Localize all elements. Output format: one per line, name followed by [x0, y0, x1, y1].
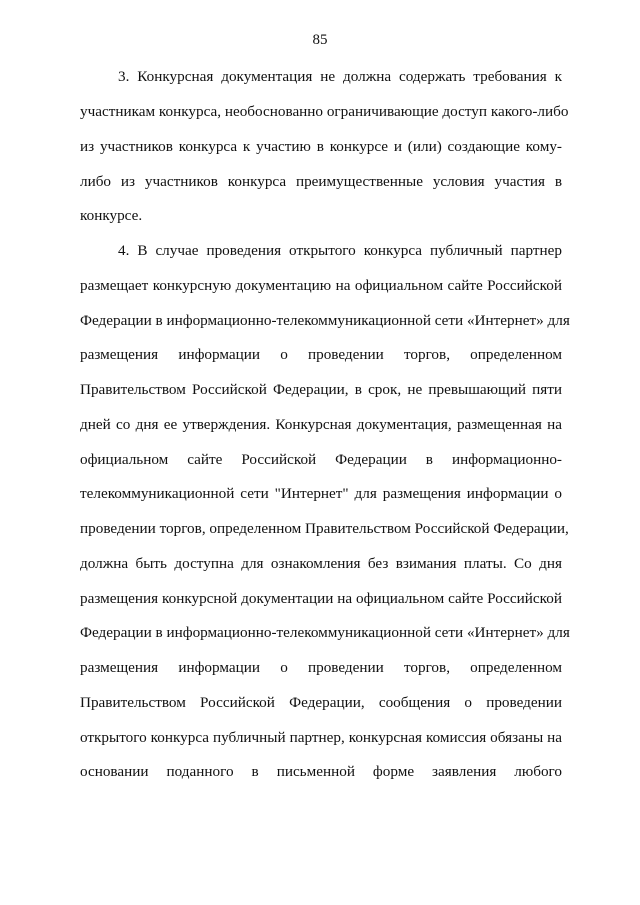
text-line: телекоммуникационной сети "Интернет" для размещения информации о	[80, 485, 562, 502]
text-line: конкурсе.	[80, 207, 143, 224]
text-line: открытого конкурса публичный партнер, конкурсная комиссия обязаны на	[80, 729, 562, 746]
text-line: Федерации в информационно-телекоммуникационной сети «Интернет» для	[80, 624, 570, 641]
page-number: 85	[312, 32, 328, 48]
text-line: 4. В случае проведения открытого конкурса публичный партнер	[118, 242, 562, 259]
text-line: проведении торгов, определенном Правительством Российской Федерации,	[80, 520, 569, 537]
text-line: Правительством Российской Федерации, в срок, не превышающий пяти	[80, 381, 562, 398]
text-line: дней со дня ее утверждения. Конкурсная документация, размещенная на	[80, 416, 562, 433]
text-line: размещения информации о проведении торгов, определенном	[80, 659, 562, 676]
text-line: основании поданного в письменной форме заявления любого	[80, 763, 562, 780]
text-line: из участников конкурса к участию в конкурсе и (или) создающие кому-	[80, 138, 562, 155]
text-line: участникам конкурса, необоснованно ограничивающие доступ какого-либо	[80, 103, 569, 120]
text-line: размещения информации о проведении торгов, определенном	[80, 346, 562, 363]
text-line: Федерации в информационно-телекоммуникационной сети «Интернет» для	[80, 312, 570, 329]
text-line: размещает конкурсную документацию на официальном сайте Российской	[80, 277, 562, 294]
text-line: размещения конкурсной документации на официальном сайте Российской	[80, 590, 562, 607]
text-line: 3. Конкурсная документация не должна содержать требования к	[118, 68, 562, 85]
text-line: официальном сайте Российской Федерации в информационно-	[80, 451, 562, 468]
text-line: либо из участников конкурса преимущественные условия участия в	[80, 173, 562, 190]
text-line: должна быть доступна для ознакомления без взимания платы. Со дня	[80, 555, 562, 572]
text-line: Правительством Российской Федерации, сообщения о проведении	[80, 694, 562, 711]
